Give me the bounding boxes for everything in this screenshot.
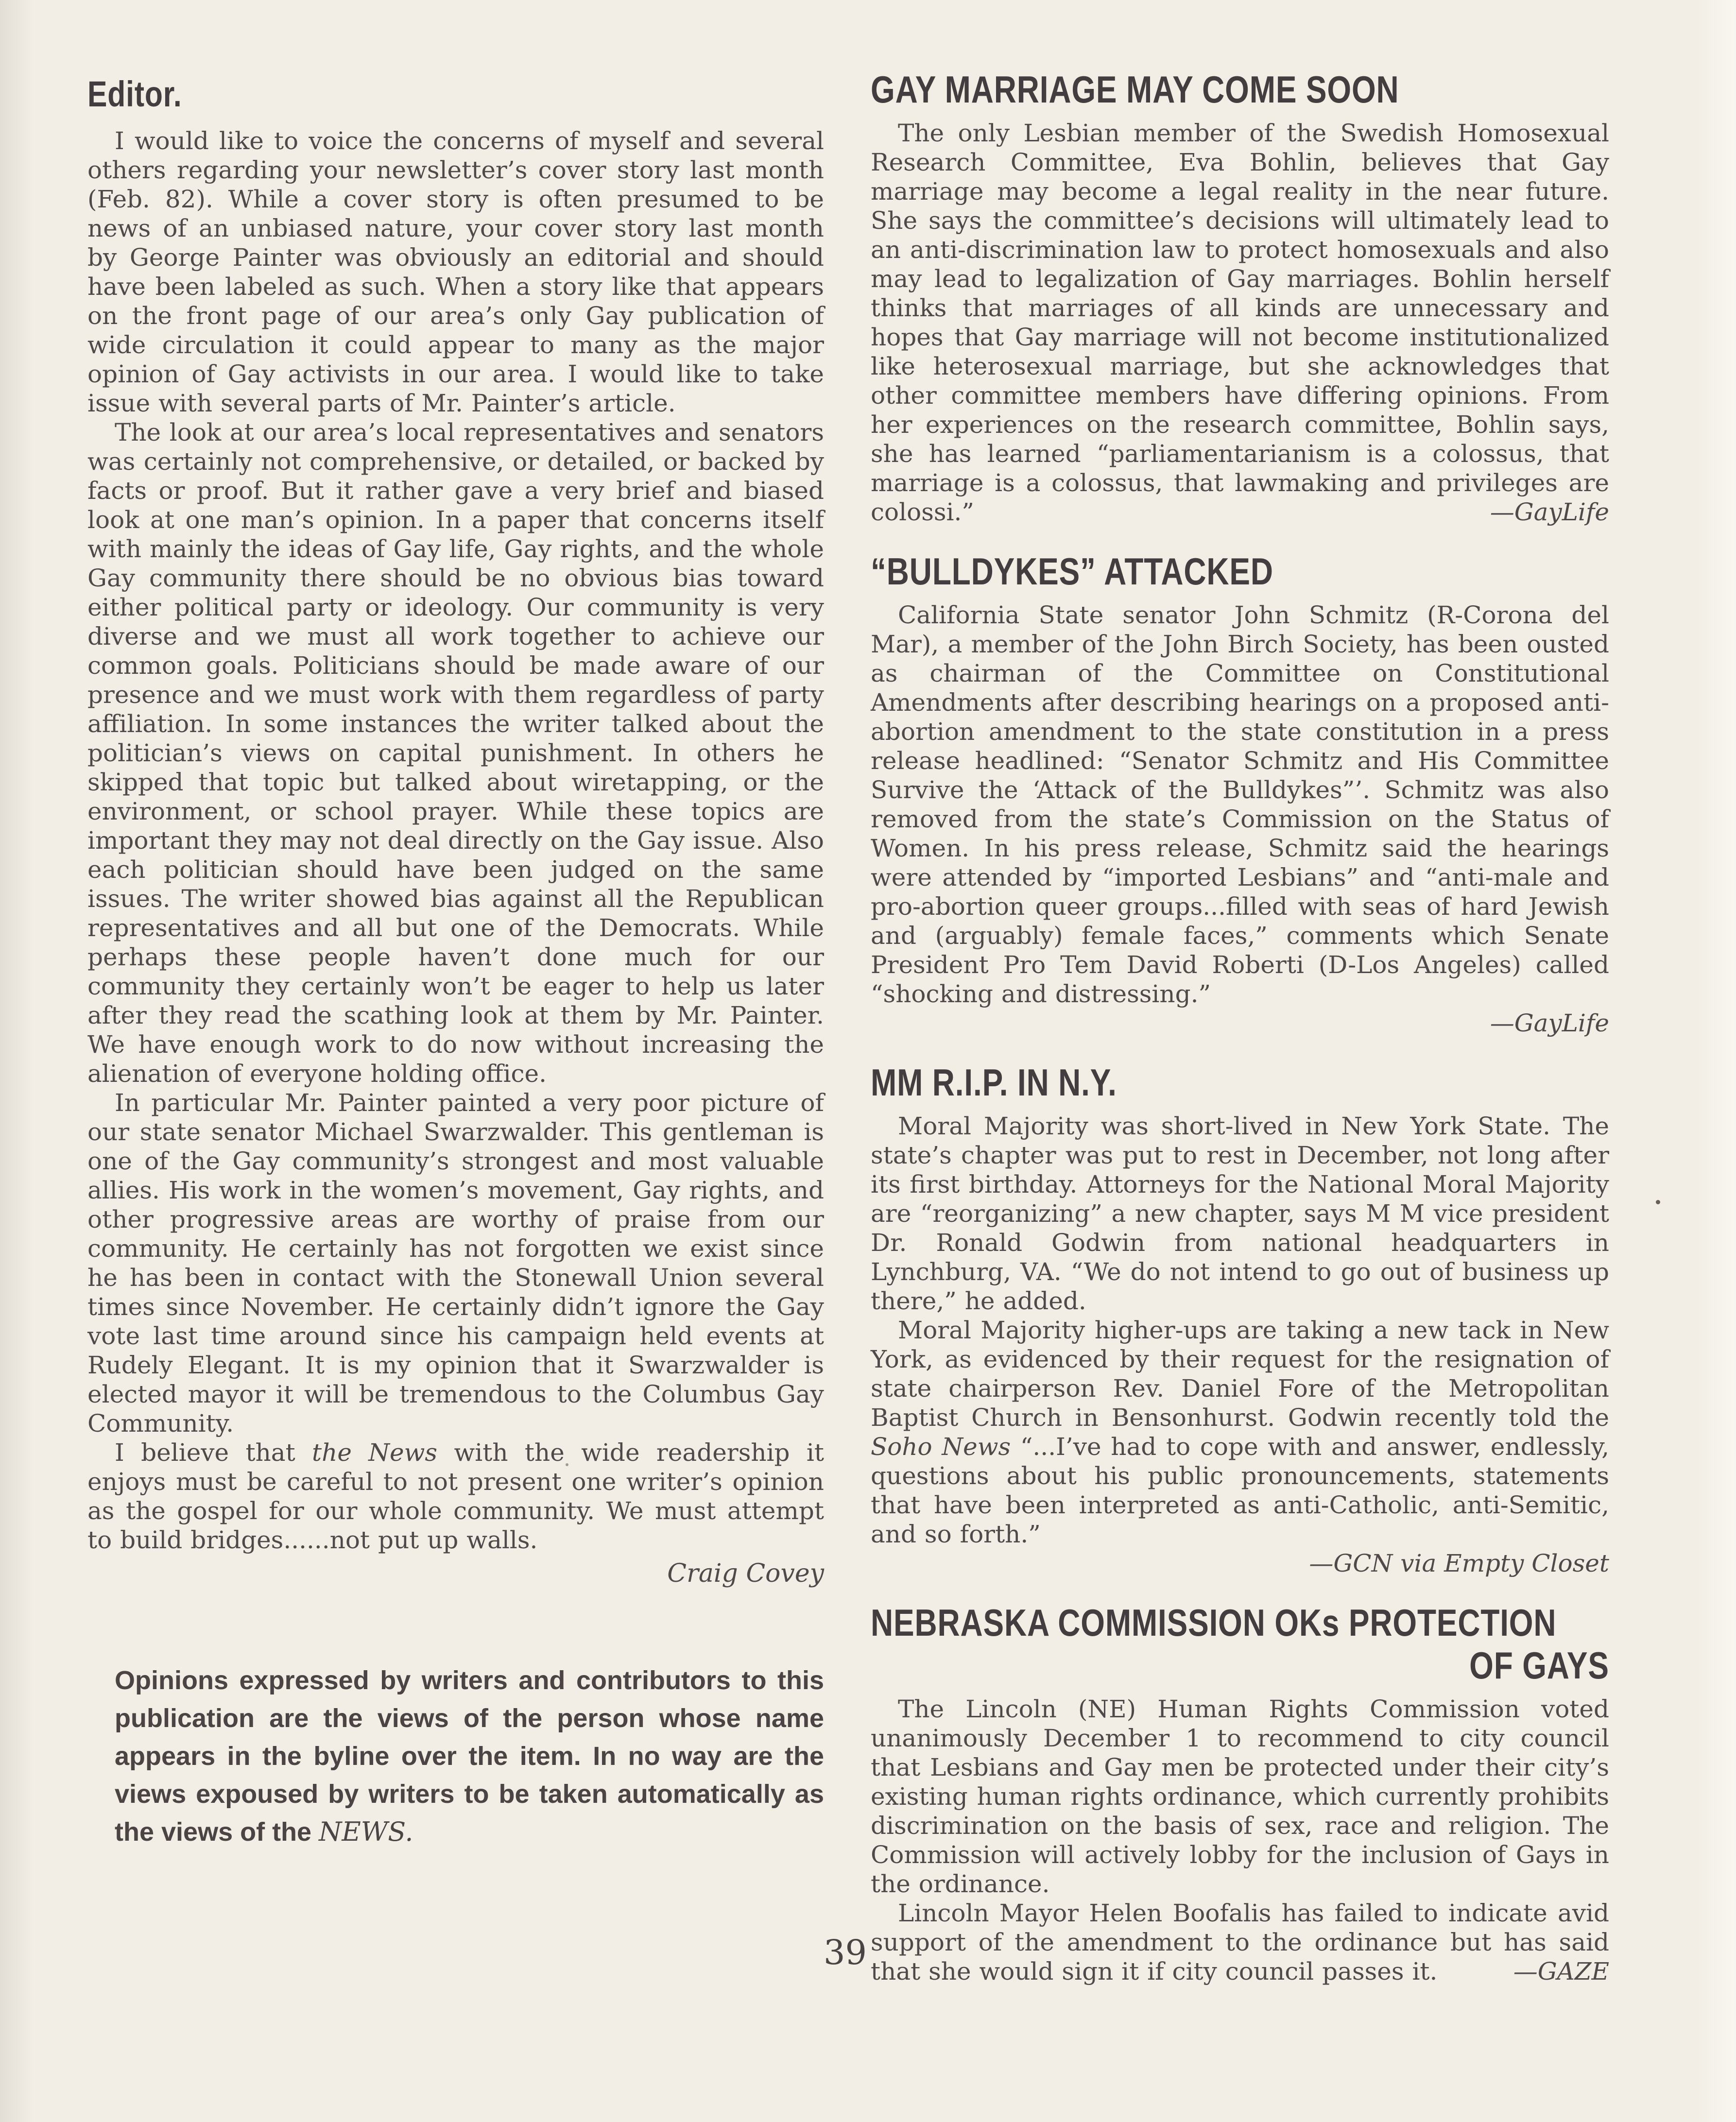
article-heading-mm-rip-text: MM R.I.P. IN N.Y. — [871, 1061, 1117, 1104]
article-nebraska-attribution: —GAZE — [1513, 1957, 1609, 1985]
article-heading-gay-marriage-text: GAY MARRIAGE MAY COME SOON — [871, 68, 1399, 111]
right-column — [871, 68, 1609, 1986]
scan-edge-right — [1695, 0, 1736, 2122]
letter-paragraph-4: I believe that the News with the wide readership it enjoys must be careful to not present one writer’s opinion as the gospel for our whole community. We must attempt to build bridges......not put up walls. — [87, 1438, 824, 1554]
article-heading-mm-rip — [871, 1061, 1609, 1104]
editor-heading — [87, 73, 824, 116]
scan-edge-left — [0, 0, 34, 2122]
scan-speck — [1656, 1200, 1660, 1204]
article-mm-rip-paragraph-1: Moral Majority was short-lived in New York State. The state’s chapter was put to rest in December, not long after its first birthday. Attorneys for the National Moral Majority are “reorganizing” a new chapter, says M M vice president Dr. Ronald Godwin from national headquarters in Lynchburg, VA. “We do not intend to go out of business up there,” he added. — [871, 1112, 1609, 1315]
article-nebraska-paragraph-2 — [871, 1899, 1609, 1986]
left-column — [87, 73, 824, 1851]
article-heading-nebraska-line1-text: NEBRASKA COMMISSION OKs PROTECTION — [871, 1601, 1557, 1644]
article-bulldykes-attribution: —GayLife — [1490, 1009, 1609, 1037]
article-gay-marriage-paragraph — [871, 119, 1609, 527]
letter-signature: Craig Covey — [667, 1559, 824, 1588]
editor-heading-text: Editor. — [87, 74, 182, 114]
article-gay-marriage-text: The only Lesbian member of the Swedish Homosexual Research Committee, Eva Bohlin, believes that Gay marriage may become a legal reality in the near future. She says the committee’s decisions will ultimately lead to an anti-discrimination law to protect homosexuals and also may lead to legalization of Gay marriages. Bohlin herself thinks that marriages of all kinds are unnecessary and hopes that Gay marriage will not become institutionalized like heterosexual marriage, but she acknowledges that other committee members have differing opinions. From her experiences on the research committee, Bohlin says, she has learned “parliamentarianism is a colossus, that marriage is a colossus, that lawmaking and privileges are colossi.” — [871, 119, 1609, 526]
article-mm-rip-attribution: —GCN via Empty Closet — [1309, 1549, 1609, 1577]
article-heading-bulldykes — [871, 550, 1609, 593]
article-mm-rip-paragraph-2: Moral Majority higher-ups are taking a new tack in New York, as evidenced by their request for the resignation of state chairperson Rev. Daniel Fore of the Metropolitan Baptist Church in Bensonhurst. Godwin recently told the Soho News “...I’ve had to cope with and answer, endlessly, questions about his public pronouncements, statements that have been interpreted as anti-Catholic, anti-Semitic, and so forth.” — [871, 1316, 1609, 1548]
article-bulldykes-paragraph: California State senator John Schmitz (R-Corona del Mar), a member of the John Birch Society, has been ousted as chairman of the Committee on Constitutional Amendments after describing hearings on a proposed anti-abortion amendment to the state constitution in a press release headlined: “Senator Schmitz and His Committee Survive the ‘Attack of the Bulldykes”’. Schmitz was also removed from the state’s Commission on the Status of Women. In his press release, Schmitz said the hearings were attended by “imported Lesbians” and “anti-male and pro-abortion queer groups...filled with seas of hard Jewish and (arguably) female faces,” comments which Senate President Pro Tem David Roberti (D-Los Angeles) called “shocking and distressing.” — [871, 601, 1609, 1008]
article-heading-bulldykes-text: “BULLDYKES” ATTACKED — [871, 550, 1273, 593]
article-heading-nebraska-line2-text: OF GAYS — [1469, 1644, 1609, 1687]
letter-paragraph-2: The look at our area’s local representatives and senators was certainly not comprehensive, or detailed, or backed by facts or proof. But it rather gave a very brief and biased look at one man’s opinion. In a paper that concerns itself with mainly the ideas of Gay life, Gay rights, and the whole Gay community there should be no obvious bias toward either political party or ideology. Our community is very diverse and we must all work together to achieve our common goals. Politicians should be made aware of our presence and we must work with them regardless of party affiliation. In some instances the writer talked about the politician’s views on capital punishment. In others he skipped that topic but talked about wiretapping, or the environment, or school prayer. While these topics are important they may not deal directly on the Gay issue. Also each politician should have been judged on the same issues. The writer showed bias against all the Republican representatives and all but one of the Democrats. While perhaps these people haven’t done much for our community they certainly won’t be eager to help us later after they read the scathing look at them by Mr. Painter. We have enough work to do now without increasing the alienation of everyone holding office. — [87, 418, 824, 1088]
article-nebraska-text-2: Lincoln Mayor Helen Boofalis has failed to indicate avid support of the amendment to the ordinance but has said that she would sign it if city council passes it. — [871, 1899, 1609, 1985]
article-gay-marriage-attribution: —GayLife — [1490, 498, 1609, 526]
article-heading-nebraska — [871, 1601, 1609, 1687]
article-nebraska-paragraph-1: The Lincoln (NE) Human Rights Commission voted unanimously December 1 to recommend to city council that Lesbians and Gay men be protected under their city’s existing human rights ordinance, which currently prohibits discrimination on the basis of sex, race and religion. The Commission will actively lobby for the inclusion of Gays in the ordinance. — [871, 1695, 1609, 1898]
editorial-disclaimer: Opinions expressed by writers and contributors to this publication are the views of the person whose name appears in the byline over the item. In no way are the views expoused by writers to be taken automatically as the views of the NEWS. — [115, 1666, 824, 1847]
letter-paragraph-3: In particular Mr. Painter painted a very poor picture of our state senator Michael Swarzwalder. This gentleman is one of the Gay community’s strongest and most valuable allies. His work in the women’s movement, Gay rights, and other progressive areas are worthy of praise from our community. He certainly has not forgotten we exist since he has been in contact with the Stonewall Union several times since November. He certainly didn’t ignore the Gay vote last time around since his campaign held events at Rudely Elegant. It is my opinion that it Swarzwalder is elected mayor it will be tremendous to the Columbus Gay Community. — [87, 1089, 824, 1437]
page-number: 39 — [824, 1933, 867, 1972]
article-heading-gay-marriage — [871, 68, 1609, 111]
article-heading-nebraska-line2 — [871, 1644, 1609, 1687]
letter-paragraph-1: I would like to voice the concerns of myself and several others regarding your newsletter’s cover story last month (Feb. 82). While a cover story is often presumed to be news of an unbiased nature, your cover story last month by George Painter was obviously an editorial and should have been labeled as such. When a story like that appears on the front page of our area’s only Gay publication of wide circulation it could appear to many as the major opinion of Gay activists in our area. I would like to take issue with several parts of Mr. Painter’s article. — [87, 127, 824, 417]
article-heading-nebraska-line1 — [871, 1601, 1609, 1644]
